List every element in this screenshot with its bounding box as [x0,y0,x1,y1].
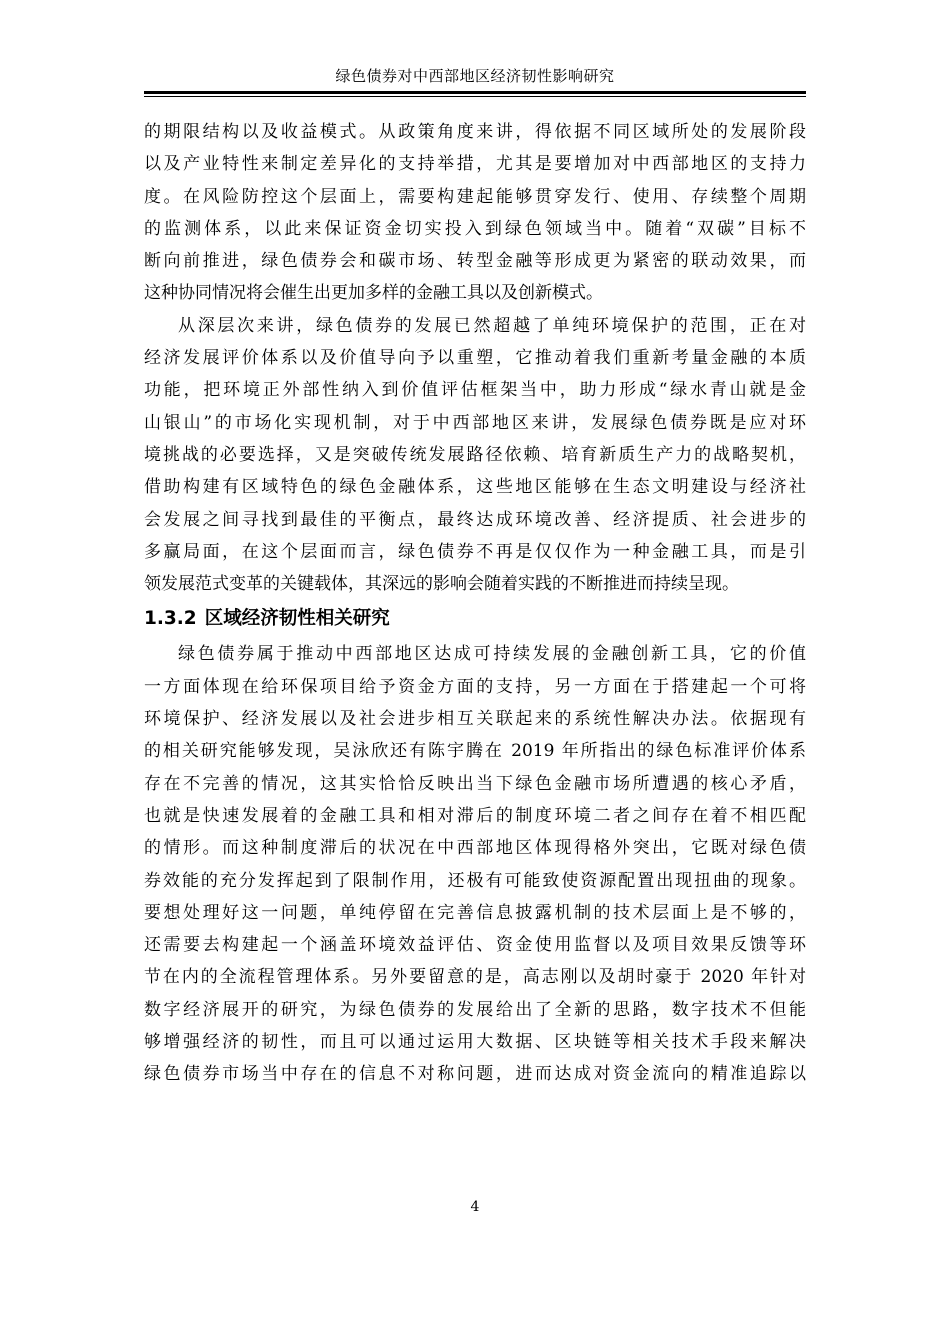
text-line: 功能，把环境正外部性纳入到价值评估框架当中，助力形成“绿水青山就是金 [144,380,806,401]
text-line: 绿色债券属于推动中西部地区达成可持续发展的金融创新工具，它的价值 [178,644,806,665]
header-rule [144,91,806,94]
page-number: 4 [470,1199,480,1215]
header-rule-thin [144,96,806,97]
text-line: 境挑战的必要选择，又是突破传统发展路径依赖、培育新质生产力的战略契机， [144,444,806,465]
section-title: 区域经济韧性相关研究 [204,608,390,630]
text-line: 的情形。而这种制度滞后的状况在中西部地区体现得格外突出，它既对绿色债 [144,838,806,859]
text-line: 从深层次来讲，绿色债券的发展已然超越了单纯环境保护的范围，正在对 [178,315,806,336]
text-line: 领发展范式变革的关键载体，其深远的影响会随着实践的不断推进而持续呈现。 [144,574,739,595]
text-line: 环境保护、经济发展以及社会进步相互关联起来的系统性解决办法。依据现有 [144,709,806,730]
page-body [144,116,806,1091]
text-line: 够增强经济的韧性，而且可以通过运用大数据、区块链等相关技术手段来解决 [144,1032,806,1053]
text-line: 也就是快速发展着的金融工具和相对滞后的制度环境二者之间存在着不相匹配 [144,805,806,826]
text-line: 借助构建有区域特色的绿色金融体系，这些地区能够在生态文明建设与经济社 [144,477,806,498]
text-line: 会发展之间寻找到最佳的平衡点，最终达成环境改善、经济提质、社会进步的 [144,509,806,530]
text-line: 的监测体系，以此来保证资金切实投入到绿色领域当中。随着“双碳”目标不 [144,218,806,239]
paragraph-1 [144,116,806,310]
text-line: 绿色债券市场当中存在的信息不对称问题，进而达成对资金流向的精准追踪以 [144,1064,806,1085]
text-line: 节在内的全流程管理体系。另外要留意的是，高志刚以及胡时豪于 2020 年针对 [144,967,806,988]
text-line: 要想处理好这一问题，单纯停留在完善信息披露机制的技术层面上是不够的， [144,902,806,923]
text-line: 山银山”的市场化实现机制，对于中西部地区来讲，发展绿色债券既是应对环 [144,412,806,433]
section-heading [144,601,806,637]
text-line: 的期限结构以及收益模式。从政策角度来讲，得依据不同区域所处的发展阶段 [144,122,806,142]
running-header: 绿色债券对中西部地区经济韧性影响研究 [335,67,615,85]
section-number: 1.3.2 [144,608,197,630]
text-line: 一方面体现在给环保项目给予资金方面的支持，另一方面在于搭建起一个可将 [144,676,806,697]
text-line: 多赢局面，在这个层面而言，绿色债券不再是仅仅作为一种金融工具，而是引 [144,541,806,562]
text-line: 券效能的充分发挥起到了限制作用，还极有可能致使资源配置出现扭曲的现象。 [144,870,806,891]
text-line: 断向前推进，绿色债券会和碳市场、转型金融等形成更为紧密的联动效果，而 [144,251,806,272]
text-line: 以及产业特性来制定差异化的支持举措，尤其是要增加对中西部地区的支持力 [144,154,806,175]
text-line: 还需要去构建起一个涵盖环境效益评估、资金使用监督以及项目效果反馈等环 [144,935,806,956]
text-line: 的相关研究能够发现，吴泳欣还有陈宇腾在 2019 年所指出的绿色标准评价体系 [144,741,806,762]
paragraph-2 [144,310,806,601]
text-line: 经济发展评价体系以及价值导向予以重塑，它推动着我们重新考量金融的本质 [144,348,806,369]
text-line: 存在不完善的情况，这其实恰恰反映出当下绿色金融市场所遭遇的核心矛盾， [144,773,806,794]
paragraph-3 [144,638,806,1090]
text-line: 度。在风险防控这个层面上，需要构建起能够贯穿发行、使用、存续整个周期 [144,186,806,207]
text-line: 这种协同情况将会催生出更加多样的金融工具以及创新模式。 [144,283,603,304]
text-line: 数字经济展开的研究，为绿色债券的发展给出了全新的思路，数字技术不但能 [144,999,806,1020]
